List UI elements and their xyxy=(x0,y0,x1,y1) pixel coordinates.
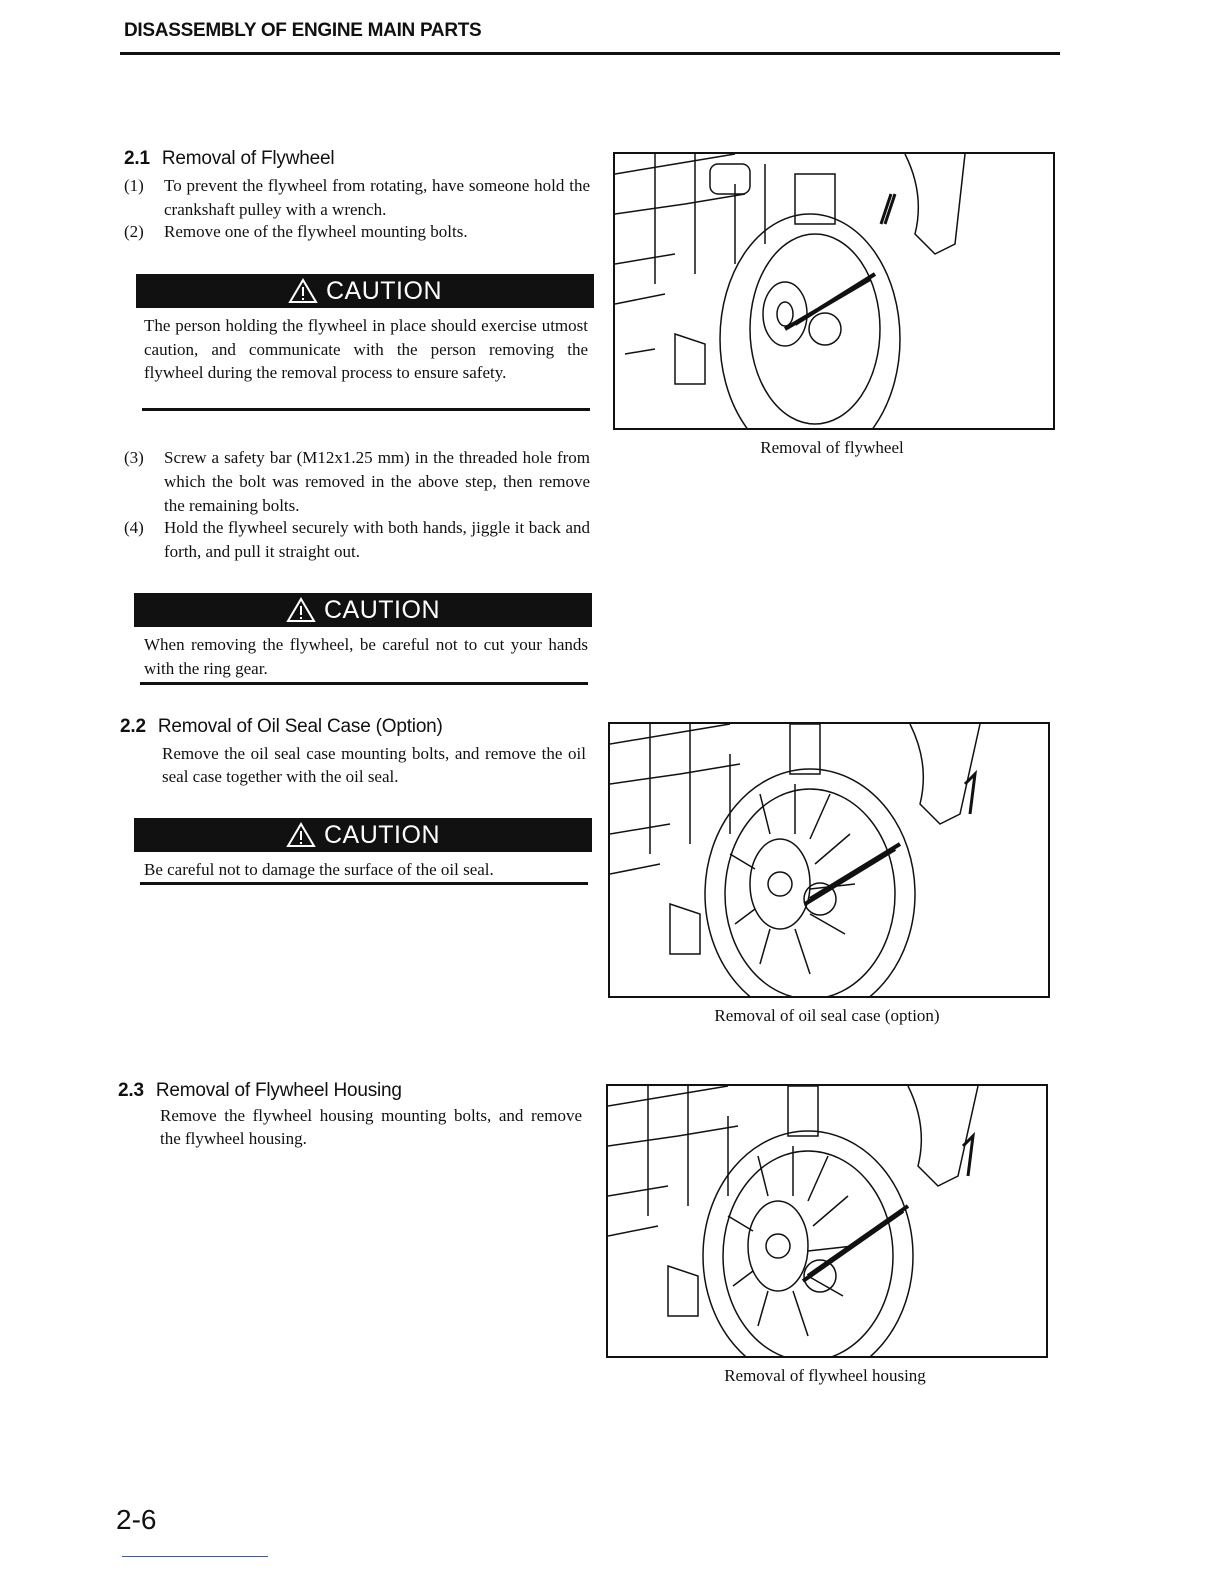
caution-text-2: When removing the flywheel, be careful not to cut your hands with the ring gear. xyxy=(144,635,588,678)
figure-1-caption: Removal of flywheel xyxy=(760,438,904,457)
step-4-number: (4) xyxy=(124,518,144,537)
caution-label-1: CAUTION xyxy=(326,276,442,305)
caution-banner-3 xyxy=(134,818,592,852)
step-3-number: (3) xyxy=(124,448,144,467)
step-4-text: Hold the flywheel securely with both hands, jiggle it back and forth, and pull it straight out. xyxy=(164,518,590,561)
warning-triangle-icon xyxy=(288,278,318,304)
caution-rule-1 xyxy=(142,408,590,411)
section-2-1-heading xyxy=(124,148,334,170)
step-2-text: Remove one of the flywheel mounting bolts. xyxy=(164,222,468,241)
caution-label-2: CAUTION xyxy=(324,595,440,624)
caution-rule-3 xyxy=(140,882,588,885)
step-4 xyxy=(124,516,590,566)
flywheel-illustration xyxy=(615,154,1053,428)
section-2-2-title: Removal of Oil Seal Case (Option) xyxy=(157,716,443,737)
section-2-1-title: Removal of Flywheel xyxy=(161,148,335,169)
figure-3-caption: Removal of flywheel housing xyxy=(724,1366,926,1385)
oil-seal-case-illustration xyxy=(610,724,1048,996)
header-rule xyxy=(120,52,1060,55)
section-2-3-number: 2.3 xyxy=(118,1080,144,1101)
figure-flywheel-removal xyxy=(613,152,1055,430)
flywheel-housing-illustration xyxy=(608,1086,1046,1356)
caution-banner-1 xyxy=(136,274,594,308)
figure-oil-seal-case-removal xyxy=(608,722,1050,998)
section-2-2-heading xyxy=(120,716,443,738)
step-3 xyxy=(124,446,590,520)
section-2-3-heading xyxy=(118,1080,402,1102)
warning-triangle-icon xyxy=(286,597,316,623)
section-2-2-number: 2.2 xyxy=(120,716,146,737)
section-2-2-text: Remove the oil seal case mounting bolts, and remove the oil seal case together with the oil seal. xyxy=(162,744,586,786)
step-1-number: (1) xyxy=(124,176,144,195)
step-2-number: (2) xyxy=(124,222,144,241)
caution-label-3: CAUTION xyxy=(324,820,440,849)
section-2-3-text: Remove the flywheel housing mounting bolts, and remove the flywheel housing. xyxy=(160,1106,582,1148)
section-2-1-number: 2.1 xyxy=(124,148,150,169)
warning-triangle-icon xyxy=(286,822,316,848)
caution-banner-2 xyxy=(134,593,592,627)
figure-2-caption: Removal of oil seal case (option) xyxy=(714,1006,940,1025)
caution-text-3: Be careful not to damage the surface of the oil seal. xyxy=(144,860,494,879)
step-2 xyxy=(124,220,590,246)
footer-rule xyxy=(122,1556,268,1557)
caution-text-1: The person holding the flywheel in place should exercise utmost caution, and communicate with the person removing the flywheel during the removal process to ensure safety. xyxy=(144,316,588,382)
step-1-text: To prevent the flywheel from rotating, have someone hold the crankshaft pulley with a wrench. xyxy=(164,176,590,219)
page-header-title: DISASSEMBLY OF ENGINE MAIN PARTS xyxy=(124,20,482,41)
step-1 xyxy=(124,174,590,224)
figure-flywheel-housing-removal xyxy=(606,1084,1048,1358)
section-2-3-title: Removal of Flywheel Housing xyxy=(155,1080,402,1101)
page-number: 2-6 xyxy=(116,1504,157,1535)
caution-rule-2 xyxy=(140,682,588,685)
step-3-text: Screw a safety bar (M12x1.25 mm) in the threaded hole from which the bolt was removed in the above step, then remove the remaining bolts. xyxy=(164,448,590,515)
